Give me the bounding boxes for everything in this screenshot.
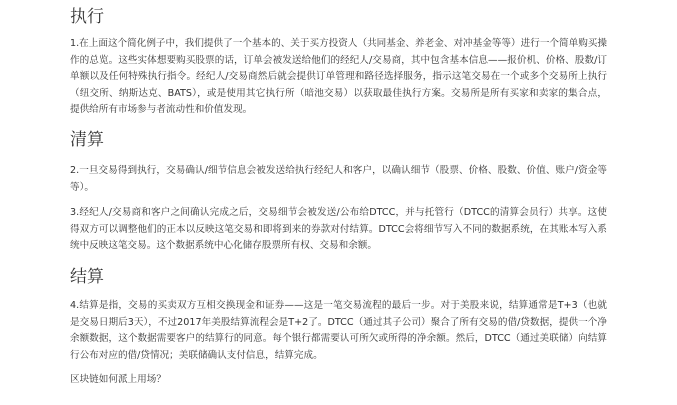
blockchain-question: 区块链如何派上用场？: [70, 374, 166, 385]
section-heading-clearing: 清算: [70, 130, 104, 150]
clearing-paragraph-1: 2.一旦交易得到执行，交易确认/细节信息会被发送给执行经纪人和客户，以确认细节（股票、价格、股数、价值、账户/资金等等）。: [70, 165, 607, 193]
clearing-paragraph-2: 3.经纪人/交易商和客户之间确认完成之后，交易细节会被发送/公布给DTCC，并与托管行（DTCC的清算会员行）共享。这使得双方可以调整他们的正本以反映这笔交易和即将到来的券款对付结算。DTCC会将细节写入不同的数据系统，在其账本写入系统中反映这笔交易。这个数据系统中心化储存股票所有权、交易和余额。: [70, 207, 607, 252]
section-heading-settlement: 结算: [70, 267, 104, 287]
execution-paragraph: 1.在上面这个简化例子中，我们提供了一个基本的、关于买方投资人（共同基金、养老金、对冲基金等等）进行一个简单购买操作的总览。这些实体想要购买股票的话，订单会被发送给他们的经纪人/交易商，其中包含基本信息——报价机、价格、股数/订单额以及任何特殊执行指令。经纪人/交易商然后就会提供订单管理和路径选择服务，指示这笔交易在一个或多个交易所上执行（纽交所、纳斯达克、BATS），或是使用其它执行所（暗池交易）以获取最佳执行方案。交易所是所有买家和卖家的集合点，提供给所有市场参与者流动性和价值发现。: [70, 38, 607, 116]
settlement-paragraph: 4.结算是指，交易的买卖双方互相交换现金和证券——这是一笔交易流程的最后一步。对于美股来说，结算通常是T+3（也就是交易日期后3天），不过2017年美股结算流程会是T+2了。DTCC（通过其子公司）聚合了所有交易的借/贷数据，提供一个净余额数据，这个数据需要客户的结算行的同意。每个银行都需要认可所欠或所得的净余额。然后，DTCC（通过美联储）向结算行公布对应的借/贷情况；美联储确认支付信息，结算完成。: [70, 300, 607, 361]
section-heading-execution: 执行: [70, 7, 104, 27]
